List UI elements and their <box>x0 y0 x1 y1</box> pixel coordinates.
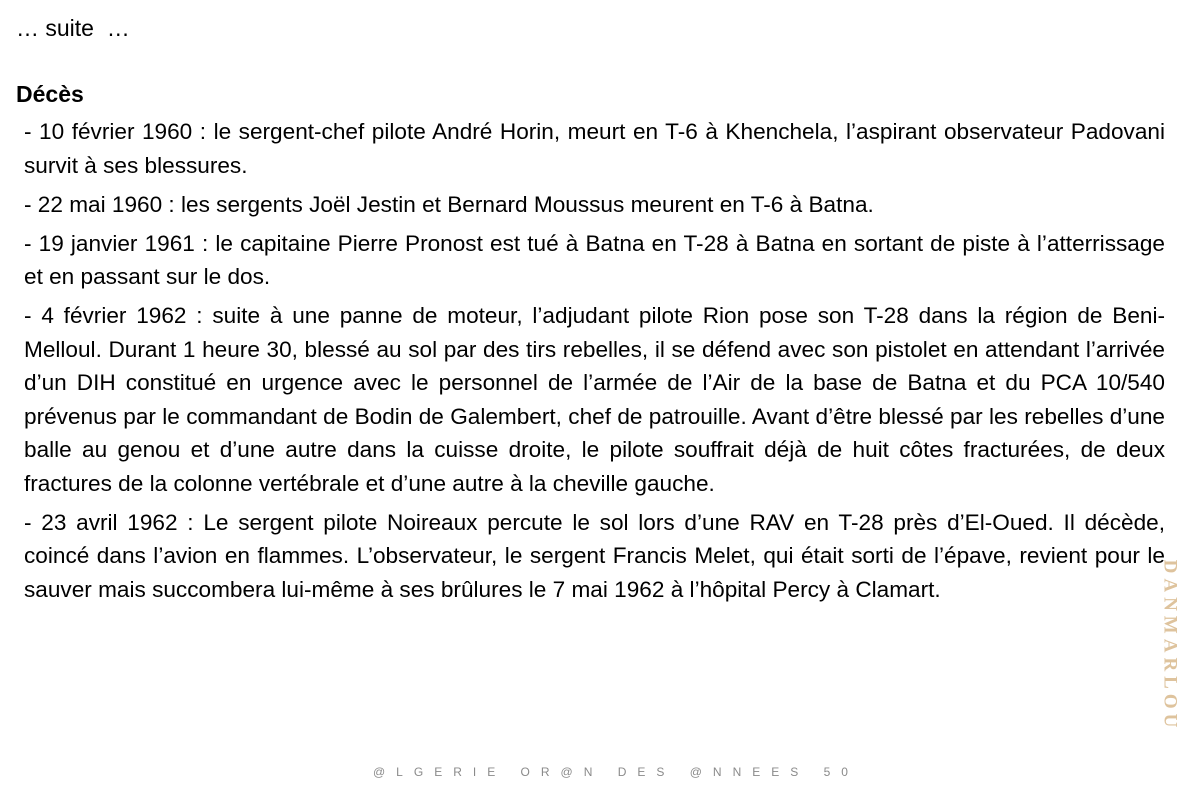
list-item: - 19 janvier 1961 : le capitaine Pierre Pronost est tué à Batna en T-28 à Batna en sortant de piste à l’atterrissage et en passant sur le dos. <box>24 230 1165 289</box>
list-item: - 23 avril 1962 : Le sergent pilote Noireaux percute le sol lors d’une RAV en T-28 près d’El-Oued. Il décède, coincé dans l’avion en flammes. L’observateur, le sergent Francis Melet, qui était sorti de l’épave, revient pour le sauver mais succombera lui-même à ses brûlures le 7 mai 1962 à l’hôpital Percy à Clamart. <box>24 509 1165 602</box>
section-title: Décès <box>16 81 84 107</box>
list-item: - 10 février 1960 : le sergent-chef pilote André Horin, meurt en T-6 à Khenchela, l’aspirant observateur Padovani survit à ses blessures. <box>24 119 1165 178</box>
continuation-label: … suite … <box>16 15 130 41</box>
deaths-list <box>24 115 1165 612</box>
side-brand-text: DANMARLOU <box>1159 559 1180 732</box>
list-item: - 22 mai 1960 : les sergents Joël Jestin et Bernard Moussus meurent en T-6 à Batna. <box>24 191 874 217</box>
side-brand-watermark <box>1158 538 1180 753</box>
page-footer: @LGERIE OR@N DES @NNEES 50 <box>373 765 859 779</box>
list-item: - 4 février 1962 : suite à une panne de moteur, l’adjudant pilote Rion pose son T-28 dans la région de Beni-Melloul. Durant 1 heure 30, blessé au sol par des tirs rebelles, il se défend avec son pistolet en attendant l’arrivée d’un DIH constitué en urgence avec le personnel de l’armée de l’Air de la base de Batna et du PCA 10/540 prévenus par le commandant de Bodin de Galembert, chef de patrouille. Avant d’être blessé par les rebelles d’une balle au genou et d’une autre dans la cuisse droite, le pilote souffrait déjà de huit côtes fracturées, de deux fractures de la colonne vertébrale et d’une autre à la cheville gauche. <box>24 303 1165 496</box>
